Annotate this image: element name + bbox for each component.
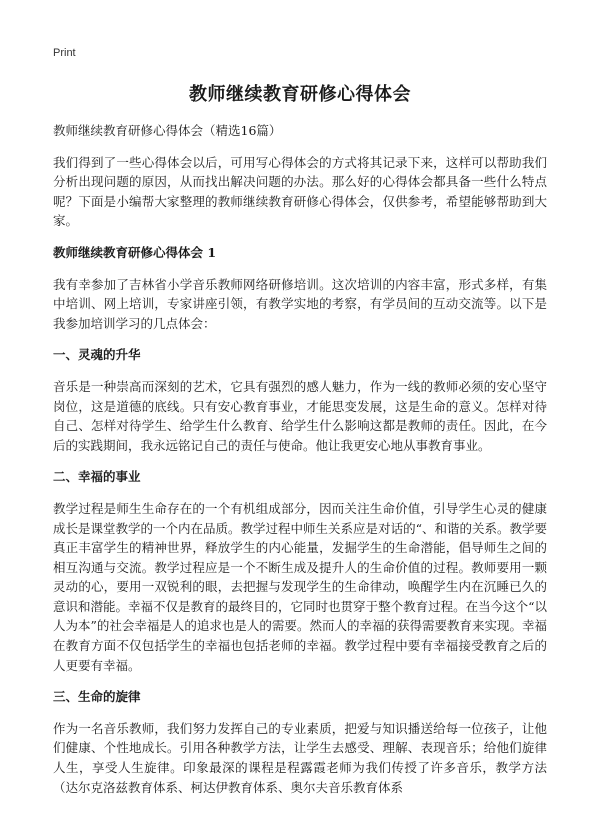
section-heading: 教师继续教育研修心得体会 1 xyxy=(53,244,217,260)
part-1-paragraph: 音乐是一种崇高而深刻的艺术，它具有强烈的感人魅力，作为一线的教师必须的安心坚守岗位，这是道德的底线。只有安心教育事业，才能思变发展，这是生命的意义。怎样对待自己、怎样对待学生、给学生什么教育、给学生什么影响这都是教师的责任。因此，在今后的实践期间，我永远铭记自己的责任与使命。他让我更安心地从事教育事业。 xyxy=(53,378,547,453)
part-1-heading: 一、灵魂的升华 xyxy=(53,347,141,363)
page-title: 教师继续教育研修心得体会 xyxy=(189,84,411,105)
intro-paragraph: 我们得到了一些心得体会以后，可用写心得体会的方式将其记录下来，这样可以帮助我们分析出现问题的原因，从而找出解决问题的办法。那么好的心得体会都具备一些什么特点呢？下面是小编帮大家整理的教师继续教育研修心得体会，仅供参考，希望能够帮助到大家。 xyxy=(53,154,547,229)
part-3-heading: 三、生命的旋律 xyxy=(53,689,141,705)
part-2-heading: 二、幸福的事业 xyxy=(53,469,141,485)
print-link[interactable]: Print xyxy=(53,47,76,59)
document-subtitle: 教师继续教育研修心得体会（精选16篇） xyxy=(53,123,282,138)
part-3-paragraph: 作为一名音乐教师，我们努力发挥自己的专业素质，把爱与知识播送给每一位孩子，让他们健康、个性地成长。引用各种教学方法，让学生去感受、理解、表现音乐；给他们旋律人生，享受人生旋律。印象最深的课程是程露霞老师为我们传授了许多音乐，教学方法（达尔克洛兹教育体系、柯达伊教育体系、奥尔夫音乐教育体系 xyxy=(53,720,547,795)
section-intro-paragraph: 我有幸参加了吉林省小学音乐教师网络研修培训。这次培训的内容丰富，形式多样，有集中培训、网上培训，专家讲座引领，有教学实地的考察，有学员间的互动交流等。以下是我参加培训学习的几点体会： xyxy=(53,276,547,331)
document-body xyxy=(53,121,547,809)
part-2-paragraph: 教学过程是师生生命存在的一个有机组成部分，因而关注生命价值，引导学生心灵的健康成长是课堂教学的一个内在品质。教学过程中师生关系应是对话的“、和谐的关系。教学要真正丰富学生的精神世界，释放学生的内心能量，发掘学生的生命潜能，倡导师生之间的相互沟通与交流。教学过程应是一个不断生成及提升人的生命价值的过程。教师要用一颗灵动的心，要用一双锐利的眼，去把握与发现学生的生命律动，唤醒学生内在沉睡已久的意识和潜能。幸福不仅是教育的最终目的，它同时也贯穿于整个教育过程。在当今这个“以人为本”的社会幸福是人的追求也是人的需要。然而人的幸福的获得需要教育来实现。幸福在教育方面不仅包括学生的幸福也包括老师的幸福。教学过程中要有幸福接受教育之后的人更要有幸福。 xyxy=(53,500,547,673)
